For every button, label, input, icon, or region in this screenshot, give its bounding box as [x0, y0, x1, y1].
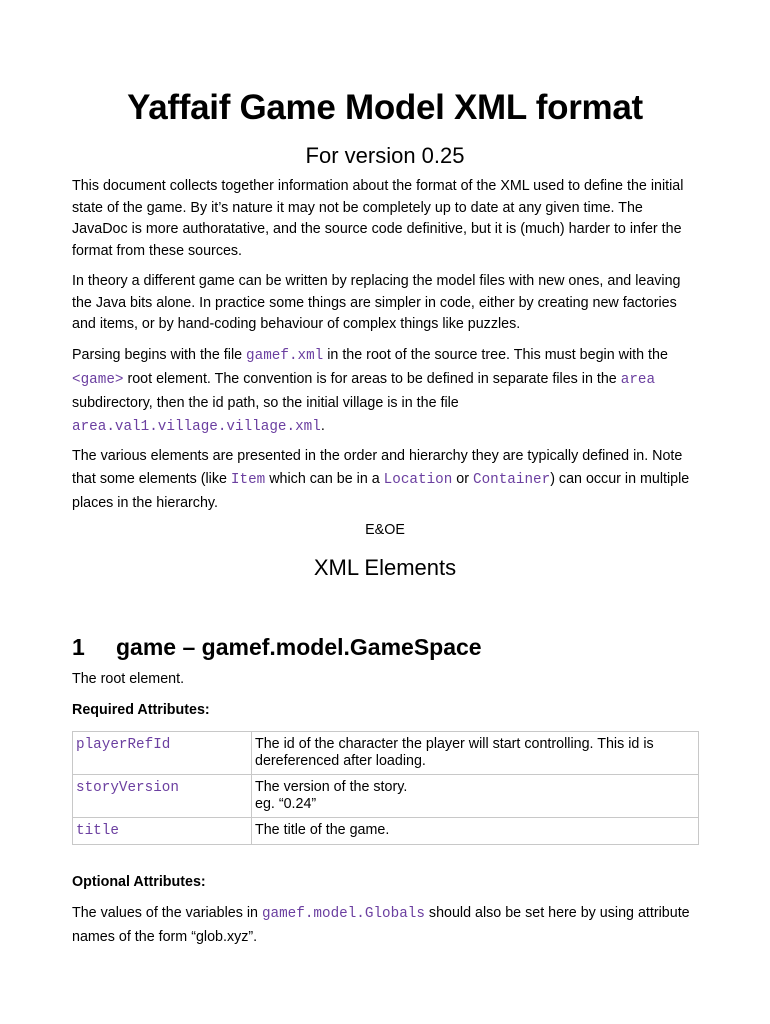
code-container: Container: [472, 472, 551, 488]
eoe-note: E&OE: [365, 522, 405, 538]
attribute-name: title: [76, 823, 119, 839]
section-number: 1: [72, 634, 85, 660]
optional-attributes-label: Optional Attributes:: [72, 874, 206, 890]
attribute-name: storyVersion: [76, 780, 179, 796]
attribute-desc-cell: The id of the character the player will start controlling. This id is dereferenced after loading.: [252, 732, 699, 775]
section-title: game – gamef.model.GameSpace: [116, 634, 482, 660]
intro-paragraph: This document collects together information about the format of the XML used to define the initial state of the game. By it’s nature it may not be completely up to date at any given time. The JavaDoc is more authoratative, and the source code definitive, but it is (much) harder to infer the format from these sources.: [72, 178, 684, 259]
code-village-file: area.val1.village.village.xml: [72, 419, 321, 435]
optional-paragraph: [72, 902, 698, 949]
optional-text-1: The values of the variables in: [72, 905, 262, 921]
attribute-example: eg. “0.24”: [255, 796, 317, 812]
parsing-text-3: root element. The convention is for areas to be defined in separate files in the: [123, 371, 621, 387]
elements-text-1: The various elements are presented in the order and hierarchy they are typically defined in. Note that some elements (like: [72, 448, 683, 487]
code-item: Item: [230, 472, 266, 488]
code-game-element: <game>: [72, 372, 124, 388]
elements-paragraph: [72, 445, 698, 515]
xml-elements-heading: XML Elements: [313, 555, 457, 580]
attribute-name: playerRefId: [76, 737, 171, 753]
required-attributes-label: Required Attributes:: [72, 702, 210, 718]
theory-paragraph: In theory a different game can be written by replacing the model files with new ones, and leaving the Java bits alone. In practice some things are simpler in code, either by creating new factories and items, or by hand-coding behaviour of complex things like puzzles.: [72, 273, 681, 332]
section-heading: [72, 634, 482, 661]
attribute-name-cell: [73, 775, 252, 818]
parsing-text-4: subdirectory, then the id path, so the initial village is in the file: [72, 395, 459, 411]
document-title: Yaffaif Game Model XML format: [127, 88, 643, 127]
code-location: Location: [383, 472, 453, 488]
attribute-name-cell: [73, 732, 252, 775]
parsing-text-1: Parsing begins with the file: [72, 347, 247, 363]
attribute-desc: The version of the story.: [255, 779, 408, 795]
table-row: [73, 732, 699, 775]
elements-text-4: ) can occur in multiple places in the hierarchy.: [72, 471, 690, 511]
attribute-desc-cell: The title of the game.: [252, 818, 699, 845]
attribute-desc-cell: [252, 775, 699, 818]
parsing-text-5: .: [320, 418, 325, 434]
section-description: The root element.: [72, 671, 185, 687]
table-row: [73, 818, 699, 845]
elements-text-2: which can be in a: [265, 471, 384, 487]
code-gamef-xml: gamef.xml: [246, 348, 324, 364]
document-subtitle: For version 0.25: [305, 143, 465, 168]
required-attributes-table: [72, 731, 699, 845]
parsing-paragraph: [72, 344, 698, 439]
optional-text-2: should also be set here by using attribute names of the form “glob.xyz”.: [72, 905, 690, 945]
code-area: area: [620, 372, 656, 388]
elements-text-3: or: [452, 471, 473, 487]
parsing-text-2: in the root of the source tree. This must begin with the: [323, 347, 668, 363]
table-row: [73, 775, 699, 818]
code-globals: gamef.model.Globals: [261, 906, 425, 922]
attribute-name-cell: [73, 818, 252, 845]
